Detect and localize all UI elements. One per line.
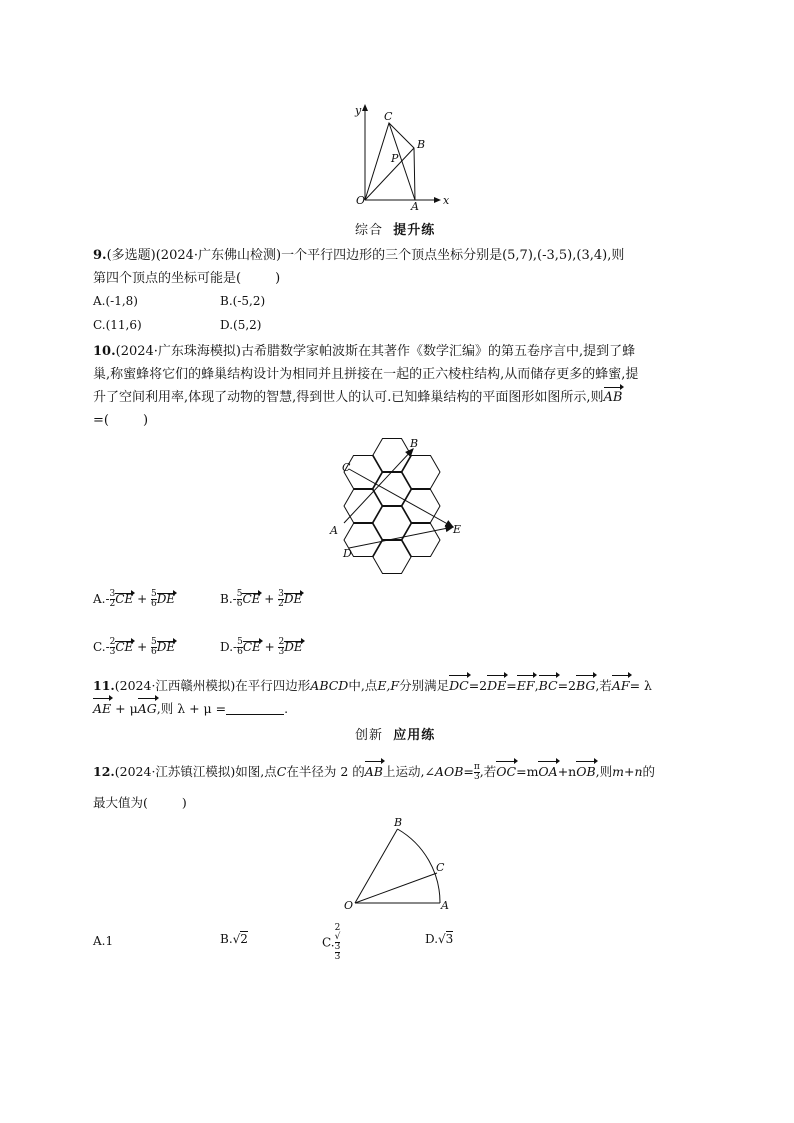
question-number: 9. — [93, 248, 107, 263]
q9-option-d[interactable]: D.(5,2) — [220, 318, 262, 332]
sector-figure — [340, 815, 460, 915]
vector-CE — [349, 469, 453, 527]
question-11: 11.(2024·江西赣州模拟)在平行四边形ABCD中,点E,F分别满足DC=2DE=EF,BC=2BG,若AF= λ AE + μAG,则 λ + μ = . — [93, 674, 703, 720]
point-A: A — [411, 200, 419, 210]
question-12: 12.(2024·江苏镇江模拟)如图,点C在半径为 2 的AB上运动,∠AOB= $\frac{\pi}{3}$ ,若OC=mOA+nOB,则m+n的 最大值为( ) — [93, 762, 656, 810]
sector-point-A: A — [441, 899, 449, 912]
q12-option-b[interactable]: B.√2 — [220, 932, 248, 946]
q12-option-a[interactable]: A.1 — [93, 934, 114, 948]
sector-point-C: C — [436, 861, 445, 874]
hex-point-A: A — [330, 524, 338, 537]
q12-option-d[interactable]: D.√3 — [425, 932, 454, 946]
q9-option-c[interactable]: C.(11,6) — [93, 318, 142, 332]
axis-x-label: x — [443, 194, 450, 207]
point-P: P — [391, 152, 399, 165]
q9-option-b[interactable]: B.(-5,2) — [220, 294, 266, 308]
q12-option-c[interactable]: C. 2 √ 3 3 — [322, 923, 341, 962]
q10-option-a[interactable]: A.- $\frac{3}{2}$ CE + $\frac{5}{6}$ DE — [93, 589, 176, 609]
section-title-comprehensive: 综合 提升练 — [355, 223, 436, 238]
hex-point-C: C — [342, 461, 351, 474]
question-10: 10.(2024·广东珠海模拟)古希腊数学家帕波斯在其著作《数学汇编》的第五卷序言中,提到了蜂 巢,称蜜蜂将它们的蜂巢结构设计为相同并且拼接在一起的正六棱柱结构,从而储存更多的蜂蜜,提 升了空间利用率,体现了动物的智慧,得到世人的认可.已知蜂巢结构的平面图形如图所示,则AB =( ) — [93, 344, 639, 428]
honeycomb-figure — [325, 435, 475, 575]
hex-point-E: E — [453, 523, 462, 536]
point-C: C — [384, 110, 393, 123]
q9-option-a[interactable]: A.(-1,8) — [93, 294, 138, 308]
coordinate-figure — [345, 100, 455, 210]
answer-blank[interactable] — [226, 702, 284, 715]
point-O: O — [356, 194, 366, 207]
hex-point-B: B — [410, 437, 419, 450]
axis-y-label: y — [355, 104, 362, 117]
question-9: 9.(多选题)(2024·广东佛山检测)一个平行四边形的三个顶点坐标分别是(5,7),(-3,5),(3,4),则 第四个顶点的坐标可能是( ) — [93, 248, 625, 286]
section-title-innovation: 创新 应用练 — [355, 728, 436, 743]
q10-option-b[interactable]: B.- $\frac{5}{6}$ CE + $\frac{3}{2}$ DE — [220, 589, 303, 609]
point-B: B — [417, 138, 426, 151]
sector-point-O: O — [344, 899, 354, 912]
hex-point-D: D — [343, 547, 352, 560]
sector-point-B: B — [394, 816, 403, 829]
q10-option-c[interactable]: C.- $\frac{2}{3}$ CE + $\frac{5}{6}$ DE — [93, 637, 176, 657]
vector-DE-arrowhead — [446, 525, 454, 531]
q10-option-d[interactable]: D.- $\frac{5}{6}$ CE + $\frac{2}{3}$ DE — [220, 637, 303, 657]
